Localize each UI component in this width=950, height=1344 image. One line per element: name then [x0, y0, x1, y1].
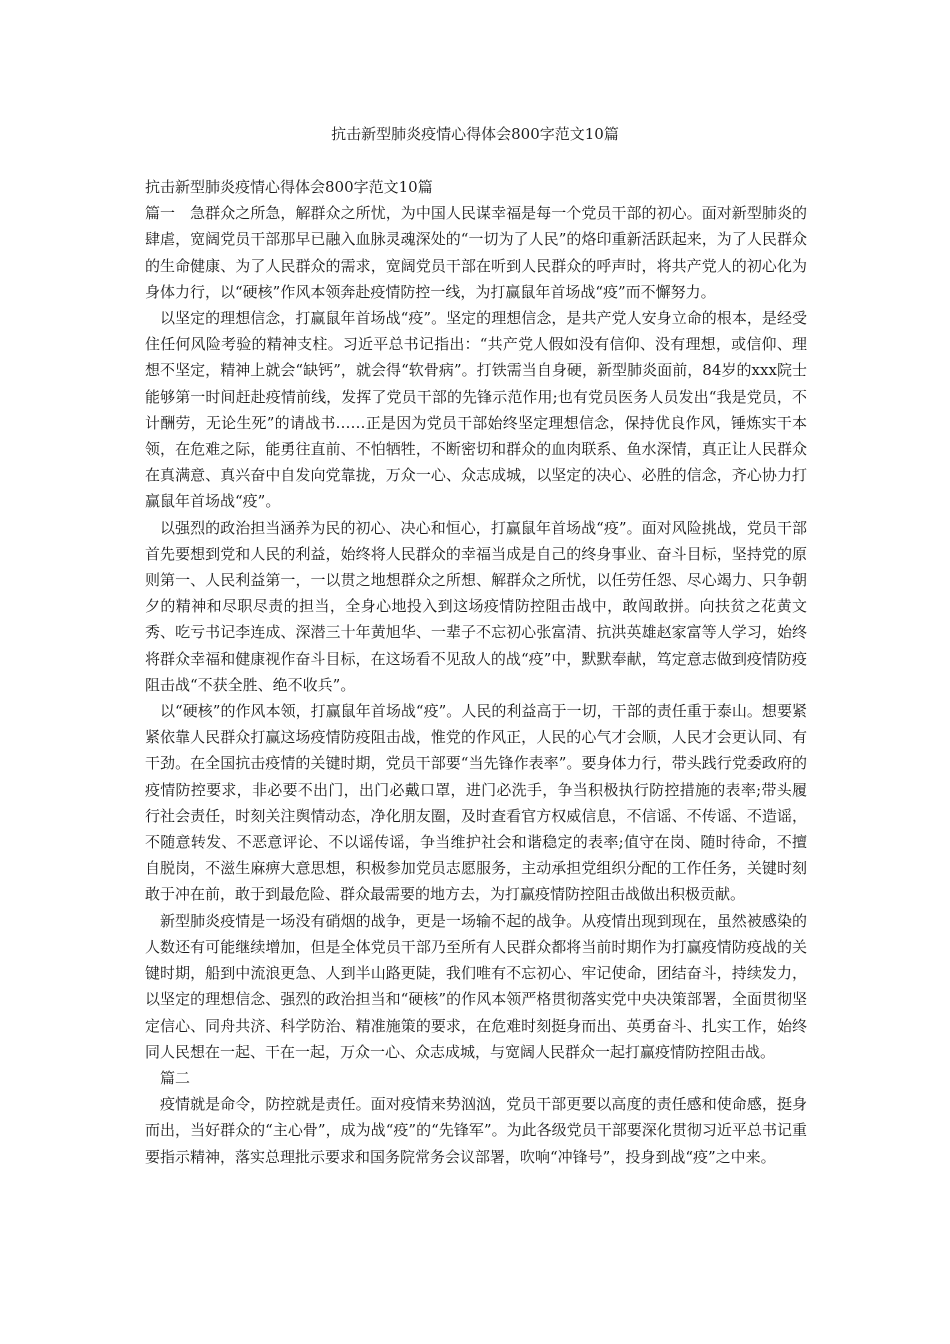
section-heading-2: 篇二 — [160, 1068, 191, 1087]
paragraph-3: 以强烈的政治担当涵养为民的初心、决心和恒心，打赢鼠年首场战“疫”。面对风险挑战，党员干部首先要想到党和人民的利益，始终将人民群众的幸福当成是自己的终身事业、奋斗目标，坚持党的原则第一、人民利益第一，一以贯之地想群众之所想、解群众之所忧，以任劳任怨、尽心竭力、只争朝夕的精神和尽职尽责的担当，全身心地投入到这场疫情防控阻击战中，敢闯敢拼。向扶贫之花黄文秀、吃亏书记李连成、深潜三十年黄旭华、一辈子不忘初心张富清、抗洪英雄赵家富等人学习，始终将群众幸福和健康视作奋斗目标，在这场看不见敌人的战“疫”中，默默奉献，笃定意志做到疫情防疫阻击战“不获全胜、绝不收兵”。 — [145, 518, 807, 694]
paragraph-2: 以坚定的理想信念，打赢鼠年首场战“疫”。坚定的理想信念，是共产党人安身立命的根本，是经受住任何风险考验的精神支柱。习近平总书记指出：“共产党人假如没有信仰、没有理想，或信仰、理想不坚定，精神上就会“缺钙”，就会得“软骨病”。打铁需当自身硬，新型肺炎面前，84岁的xxx院士能够第一时间赶赴疫情前线，发挥了党员干部的先锋示范作用;也有党员医务人员发出“我是党员，不计酬劳，无论生死”的请战书……正是因为党员干部始终坚定理想信念，保持优良作风，锤炼实干本领，在危难之际，能勇往直前、不怕牺牲，不断密切和群众的血肉联系、鱼水深情，真正让人民群众在真满意、真兴奋中自发向党靠拢，万众一心、众志成城，以坚定的决心、必胜的信念，齐心协力打赢鼠年首场战“疫”。 — [145, 309, 807, 511]
paragraph-4: 以“硬核”的作风本领，打赢鼠年首场战“疫”。人民的利益高于一切，干部的责任重于泰山。想要紧紧依靠人民群众打赢这场疫情防疫阻击战，惟党的作风正，人民的心气才会顺，人民才会更认同、有干劲。在全国抗击疫情的关键时期，党员干部要“当先锋作表率”。要身体力行，带头践行党委政府的疫情防控要求，非必要不出门，出门必戴口罩，进门必洗手，争当积极执行防控措施的表率;带头履行社会责任，时刻关注舆情动态，净化朋友圈，及时查看官方权威信息，不信谣、不传谣、不造谣，不随意转发、不恶意评论、不以谣传谣，争当维护社会和谐稳定的表率;值守在岗、随时待命，不擅自脱岗，不滋生麻痹大意思想，积极参加党员志愿服务，主动承担党组织分配的工作任务，关键时刻敢于冲在前，敢于到最危险、群众最需要的地方去，为打赢疫情防控阻击战做出积极贡献。 — [145, 702, 807, 904]
paragraph-1: 篇一 急群众之所急，解群众之所忧，为中国人民谋幸福是每一个党员干部的初心。面对新型肺炎的肆虐，宽阔党员干部那早已融入血脉灵魂深处的“一切为了人民”的烙印重新活跃起来，为了人民群众的生命健康、为了人民群众的需求，宽阔党员干部在听到人民群众的呼声时，将共产党人的初心化为身体力行，以“硬核”作风本领奔赴疫情防控一线，为打赢鼠年首场战“疫”而不懈努力。 — [145, 204, 807, 301]
document-title: 抗击新型肺炎疫情心得体会800字范文10篇 — [331, 125, 619, 143]
document-subtitle: 抗击新型肺炎疫情心得体会800字范文10篇 — [145, 178, 433, 196]
document-body — [145, 174, 807, 1170]
paragraph-6: 疫情就是命令，防控就是责任。面对疫情来势汹汹，党员干部更要以高度的责任感和使命感，挺身而出，当好群众的“主心骨”，成为战“疫”的“先锋军”。为此各级党员干部要深化贯彻习近平总书记重要指示精神，落实总理批示要求和国务院常务会议部署，吹响“冲锋号”，投身到战“疫”之中来。 — [145, 1095, 807, 1166]
paragraph-5: 新型肺炎疫情是一场没有硝烟的战争，更是一场输不起的战争。从疫情出现到现在，虽然被感染的人数还有可能继续增加，但是全体党员干部乃至所有人民群众都将当前时期作为打赢疫情防疫战的关键时期，船到中流浪更急、人到半山路更陡，我们唯有不忘初心、牢记使命，团结奋斗，持续发力，以坚定的理想信念、强烈的政治担当和“硬核”的作风本领严格贯彻落实党中央决策部署，全面贯彻坚定信心、同舟共济、科学防治、精准施策的要求，在危难时刻挺身而出、英勇奋斗、扎实工作，始终同人民想在一起、干在一起，万众一心、众志成城，与宽阔人民群众一起打赢疫情防控阻击战。 — [145, 911, 807, 1061]
